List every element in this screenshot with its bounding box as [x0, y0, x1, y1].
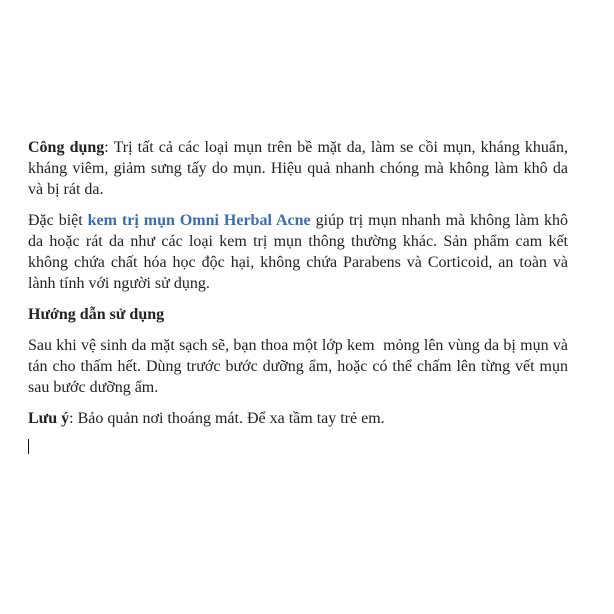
document-body[interactable] [28, 137, 572, 454]
note-label: Lưu ý [28, 410, 70, 427]
note-paragraph [28, 408, 568, 429]
instructions-heading: Hướng dẫn sử dụng [28, 306, 165, 323]
usage-paragraph [28, 137, 568, 200]
note-text: : Bảo quản nơi thoáng mát. Để xa tầm tay trẻ em. [69, 410, 385, 427]
usage-label: Công dụng [28, 139, 105, 156]
special-prefix: Đặc biệt [28, 212, 88, 229]
special-paragraph [28, 210, 568, 294]
usage-text: : Trị tất cả các loại mụn trên bề mặt da, làm se cồi mụn, kháng khuẩn, kháng viêm, giảm sưng tấy do mụn. Hiệu quả nhanh chóng mà không làm khô da và bị rát da. [28, 139, 568, 198]
product-link[interactable]: kem trị mụn Omni Herbal Acne [87, 212, 311, 229]
special-text: giúp trị mụn nhanh mà không làm khô da hoặc rát da như các loại kem trị mụn thông thường khác. Sản phẩm cam kết không chứa chất hóa học độc hại, không chứa Parabens và Corticoid, an toàn và lành tính với người sử dụng. [28, 212, 569, 292]
text-cursor [28, 439, 29, 454]
instructions-paragraph: Sau khi vệ sinh da mặt sạch sẽ, bạn thoa một lớp kem mỏng lên vùng da bị mụn và tán cho thấm hết. Dùng trước bước dưỡng ẩm, hoặc có thể chấm lên từng vết mụn sau bước dưỡng ẩm. [28, 337, 572, 396]
